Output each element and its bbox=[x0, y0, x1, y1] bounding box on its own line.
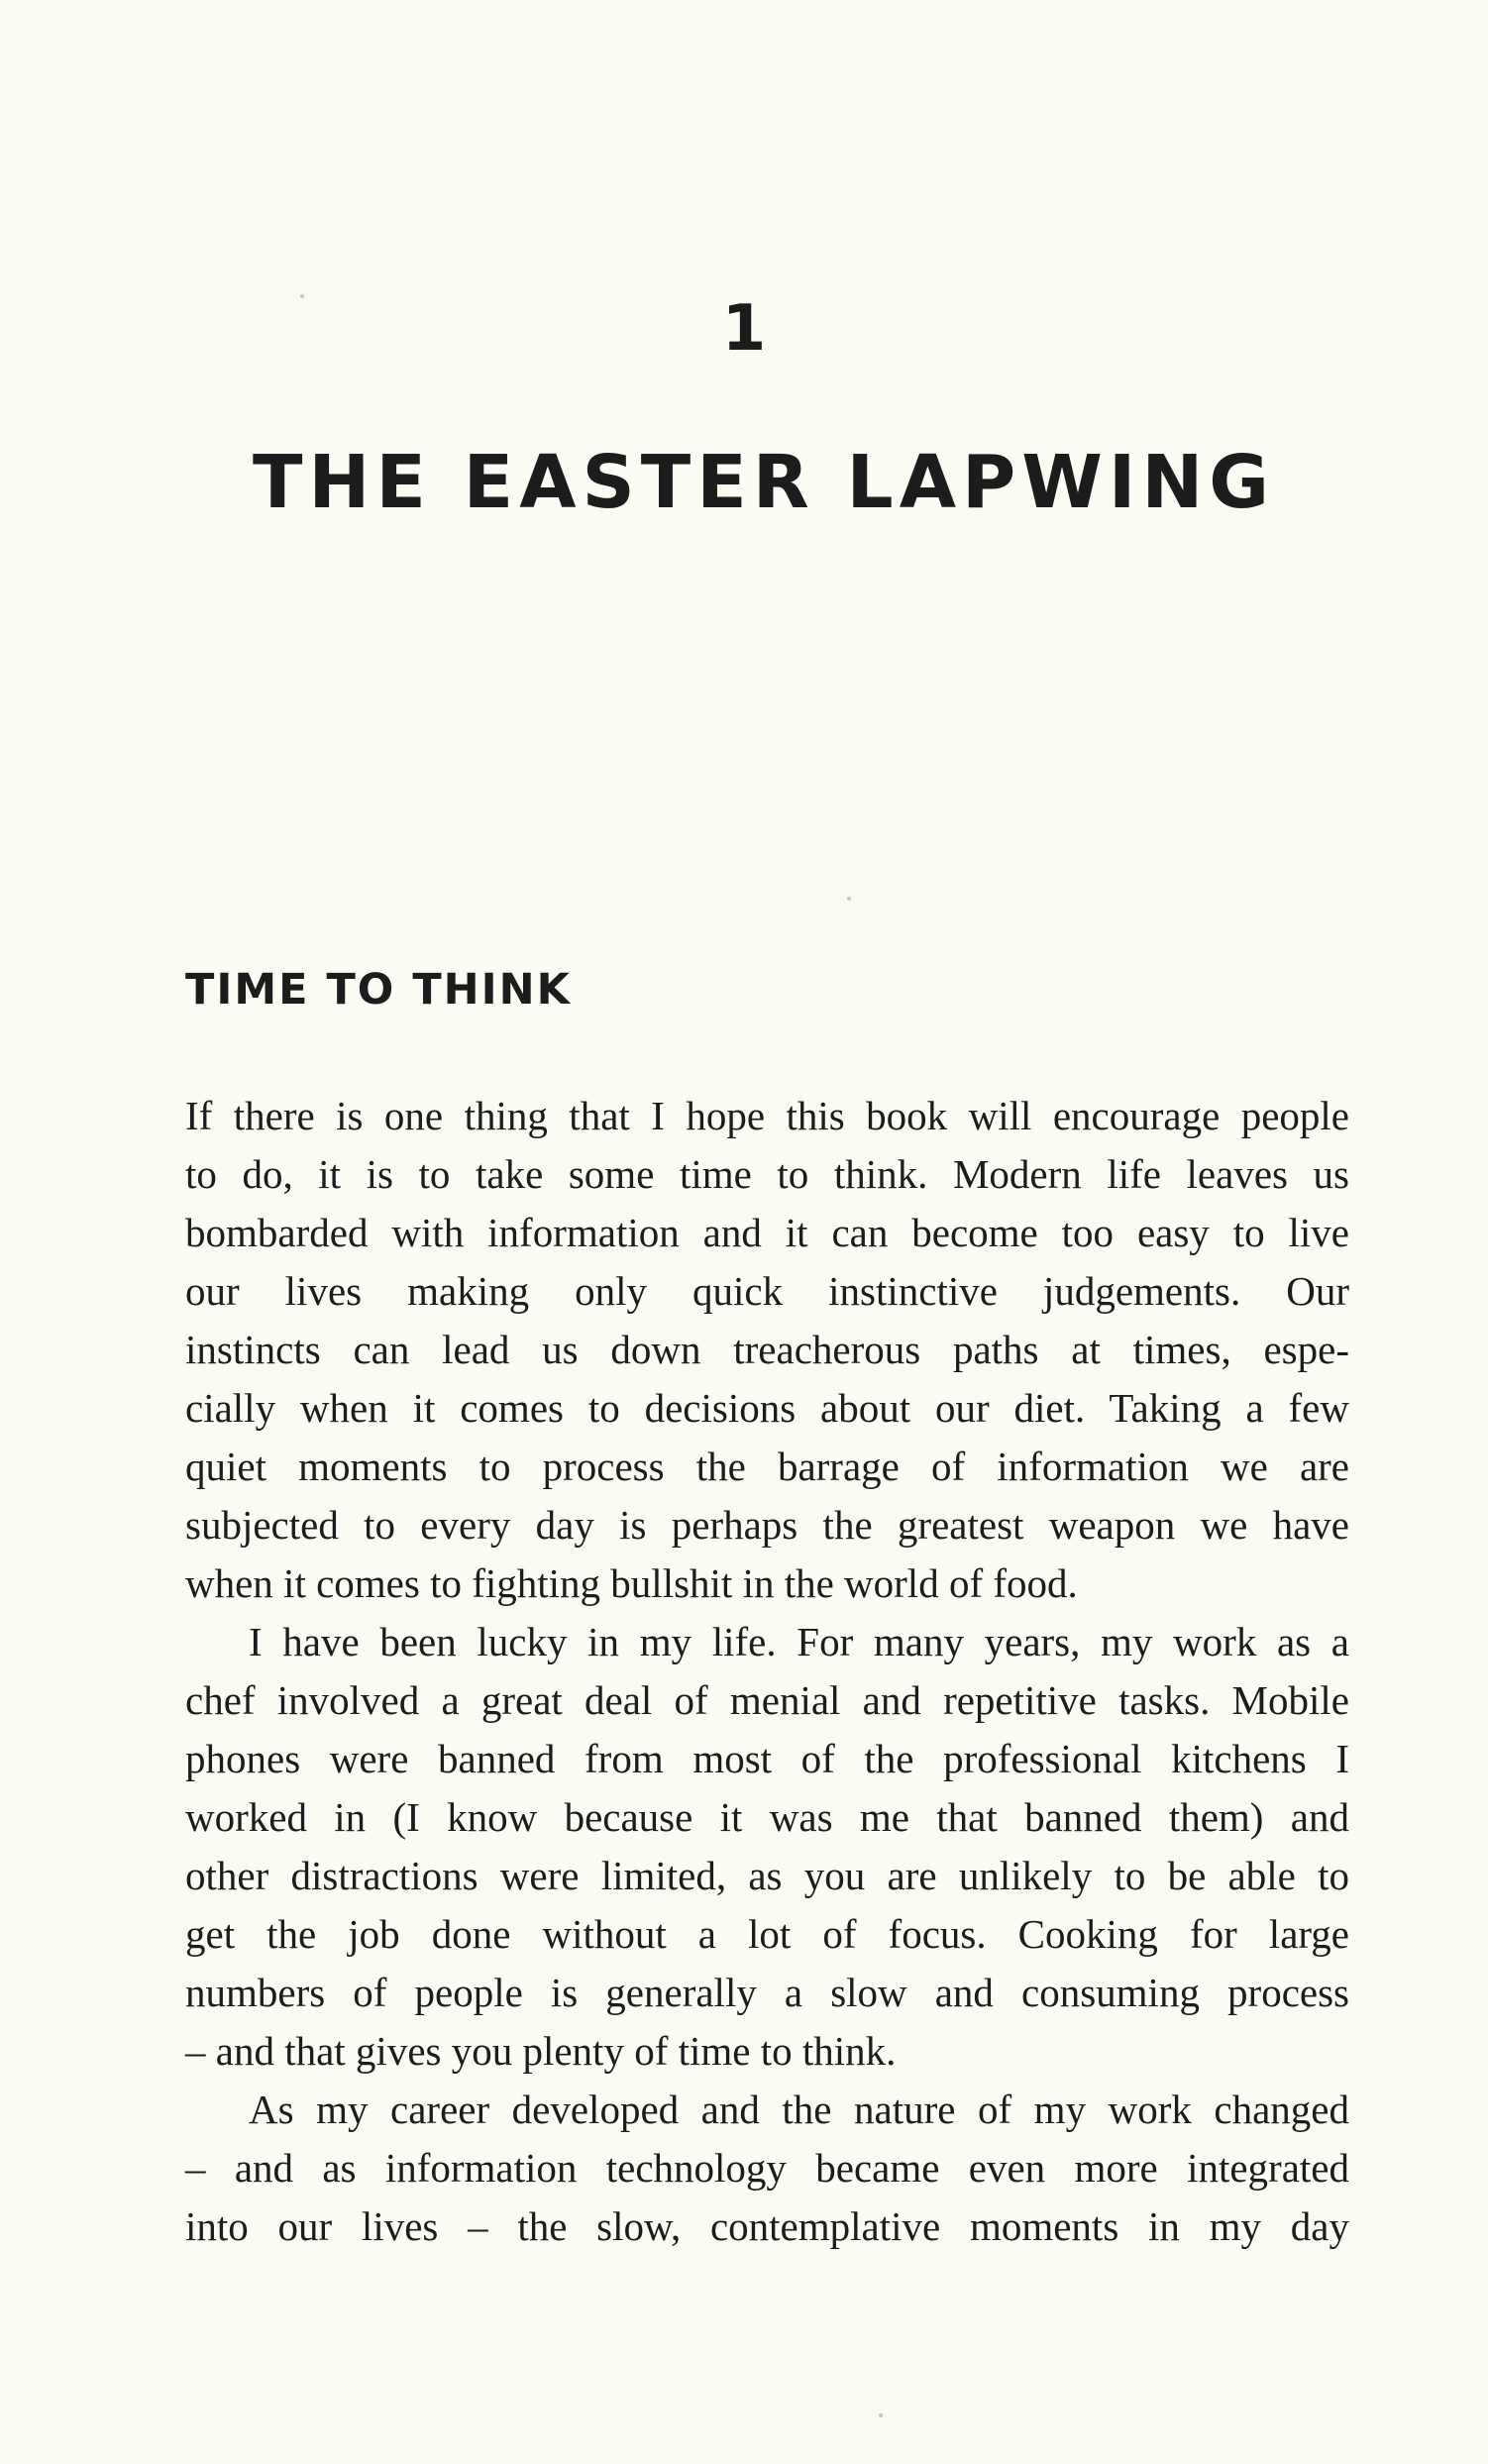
text-line: phones were banned from most of the professional kitchens I bbox=[185, 1736, 1349, 1781]
paper-speck bbox=[879, 2413, 883, 2417]
text-line: As my career developed and the nature of my work changed bbox=[249, 2087, 1349, 2132]
section-heading: TIME TO THINK bbox=[185, 965, 572, 1015]
text-line: – and that gives you plenty of time to think. bbox=[185, 2028, 897, 2074]
text-line: chef involved a great deal of menial and repetitive tasks. Mobile bbox=[185, 1677, 1349, 1723]
text-line: worked in (I know because it was me that banned them) and bbox=[185, 1794, 1349, 1840]
text-line: subjected to every day is perhaps the greatest weapon we have bbox=[185, 1502, 1349, 1548]
text-line: If there is one thing that I hope this book will encourage people bbox=[185, 1093, 1349, 1138]
paragraph bbox=[185, 1613, 1349, 2081]
text-line: our lives making only quick instinctive judgements. Our bbox=[185, 1268, 1349, 1314]
chapter-title: THE EASTER LAPWING bbox=[252, 440, 1276, 525]
text-line: instincts can lead us down treacherous paths at times, espe- bbox=[185, 1327, 1349, 1372]
text-line: cially when it comes to decisions about our diet. Taking a few bbox=[185, 1385, 1349, 1431]
body-text bbox=[185, 1087, 1349, 2256]
chapter-number: 1 bbox=[721, 292, 767, 366]
text-line: bombarded with information and it can become too easy to live bbox=[185, 1210, 1349, 1255]
paragraph bbox=[185, 2081, 1349, 2256]
text-line: to do, it is to take some time to think. Modern life leaves us bbox=[185, 1151, 1349, 1197]
text-line: get the job done without a lot of focus. Cooking for large bbox=[185, 1911, 1349, 1957]
paragraph bbox=[185, 1087, 1349, 1613]
paper-speck bbox=[847, 897, 851, 901]
text-line: other distractions were limited, as you are unlikely to be able to bbox=[185, 1853, 1349, 1898]
text-line: I have been lucky in my life. For many years, my work as a bbox=[249, 1619, 1349, 1664]
text-line: into our lives – the slow, contemplative moments in my day bbox=[185, 2203, 1349, 2249]
text-line: numbers of people is generally a slow and consuming process bbox=[185, 1970, 1349, 2015]
text-line: when it comes to fighting bullshit in the world of food. bbox=[185, 1560, 1078, 1606]
text-line: – and as information technology became even more integrated bbox=[185, 2145, 1349, 2191]
text-line: quiet moments to process the barrage of information we are bbox=[185, 1444, 1349, 1489]
